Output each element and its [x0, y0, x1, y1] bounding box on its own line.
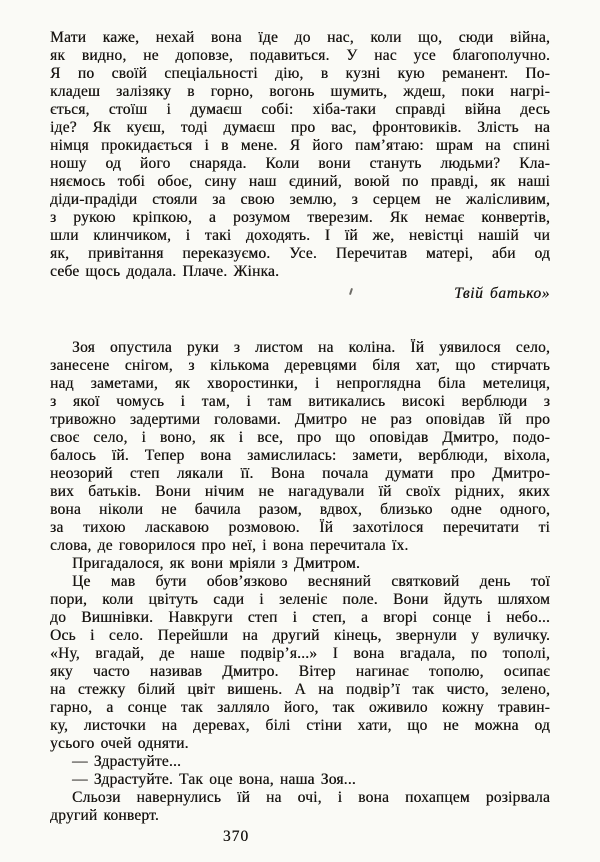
dialogue-greeting-2: [50, 771, 550, 789]
text-line: над заметами, як хворостинки, і непроглядна біла метелиця,: [50, 375, 550, 392]
text-line: іде? Як куєш, тоді думаєш про вас, фронтовиків. Злість на: [50, 119, 550, 136]
letter-signature: Твій батько»: [454, 285, 550, 302]
letter-body: [50, 29, 550, 281]
text-line: другий конверт.: [50, 807, 159, 824]
dialogue-greeting-1: [50, 753, 550, 771]
text-line: балось їй. Тепер вона замислилась: замети, верблюди, віхола,: [50, 447, 550, 464]
text-line: яку часто називав Дмитро. Вітер нагинає тополю, осипає: [50, 663, 550, 680]
text-line: як видно, не доповзе, подавиться. У нас усе благополучно.: [50, 47, 550, 64]
text-line: неозорий степ лякали її. Вона почала думати про Дмитро-: [50, 465, 550, 482]
text-line: до Вишнівки. Навкруги степ і степ, а вгорі сонце і небо...: [50, 609, 550, 626]
text-line: тривожно задертими головами. Дмитро не раз оповідав їй про: [50, 411, 550, 428]
text-line: діди-прадіди стояли за свою землю, з серцем не жалісливим,: [50, 191, 550, 208]
text-line: — Здрастуйте...: [72, 753, 182, 770]
text-line: шли клинчиком, і такі доходять. І їй же, невістці нашій чи: [50, 227, 550, 244]
text-line: гарно, а сонце так залляло його, так оживило кожну травин-: [50, 699, 550, 716]
text-line: слова, де говорилося про неї, і вона перечитала їх.: [50, 537, 409, 554]
text-line: вих батьків. Вони нічим не нагадували їй своїх рідних, яких: [50, 483, 550, 500]
text-line: усього очей одняти.: [50, 735, 189, 752]
text-line: з рукою кріпкою, а розумом тверезим. Як немає конвертів,: [50, 209, 550, 226]
text-line: Я по своїй спеціальності дію, в кузні кую реманент. По-: [50, 65, 550, 82]
text-line: як, привітання переказуємо. Усе. Перечитав матері, аби од: [50, 245, 550, 262]
text-line: Пригадалося, як вони мріяли з Дмитром.: [72, 555, 360, 572]
text-line: себе щось додала. Плаче. Жінка.: [50, 263, 280, 280]
page-number: 370: [222, 828, 250, 845]
text-line: ку, листочки на деревах, білі стіни хати, що не можна од: [50, 717, 550, 734]
text-line: на стежку білий цвіт вишень. А на подвір’ї так чисто, зелено,: [50, 681, 550, 698]
text-line: з якої чомусь і там, і там витикались високі верблюди з: [50, 393, 550, 410]
section-gap: [50, 303, 550, 339]
text-line: ношу од його снаряда. Коли вони стануть людьми? Кла-: [50, 155, 550, 172]
text-line: занесене снігом, з кількома деревцями біля хат, що стирчать: [50, 357, 550, 374]
text-line: ється, стоїш і думаєш собі: хіба-таки справді війна десь: [50, 101, 550, 118]
text-line: Це мав бути обов’язково весняний святковий день тої: [72, 573, 550, 590]
para-zoya-reverie: [50, 339, 550, 555]
page-text: [50, 29, 550, 825]
text-line: пори, коли цвітуть сади і зеленіє поле. Вони йдуть шляхом: [50, 591, 550, 608]
text-line: Мати каже, нехай вона їде до нас, коли що, сюди війна,: [50, 29, 550, 46]
text-line: Сльози навернулись їй на очі, і вона похапцем розірвала: [72, 789, 550, 806]
text-line: — Здрастуйте. Так оце вона, наша Зоя...: [72, 771, 356, 788]
text-line: за тихою ласкавою розмовою. Їй захотілося перечитати ті: [50, 519, 550, 536]
para-recollection: [50, 555, 550, 573]
text-line: вона ніколи не бачила разом, вдвох, близько одне одного,: [50, 501, 550, 518]
text-line: кладеш залізяку в горно, вогонь шумить, ждеш, поки нагрі-: [50, 83, 550, 100]
para-spring-dream: [50, 573, 550, 753]
text-line: Ось і село. Перейшли на другий кінець, звернули у вуличку.: [50, 627, 550, 644]
text-line: німця прокидається і в мене. Я його пам’ятаю: шрам на спині: [50, 137, 550, 154]
text-line: Зоя опустила руки з листом на коліна. Їй уявилося село,: [72, 339, 550, 356]
text-line: няємось тобі обоє, сину наш єдиний, воюй по правді, як наші: [50, 173, 550, 190]
text-line: «Ну, вгадай, де наше подвір’я...» І вона вгадала, по тополі,: [50, 645, 550, 662]
para-second-envelope: [50, 789, 550, 825]
text-line: своє село, і воно, як і все, про що оповідав Дмитро, подо-: [50, 429, 550, 446]
